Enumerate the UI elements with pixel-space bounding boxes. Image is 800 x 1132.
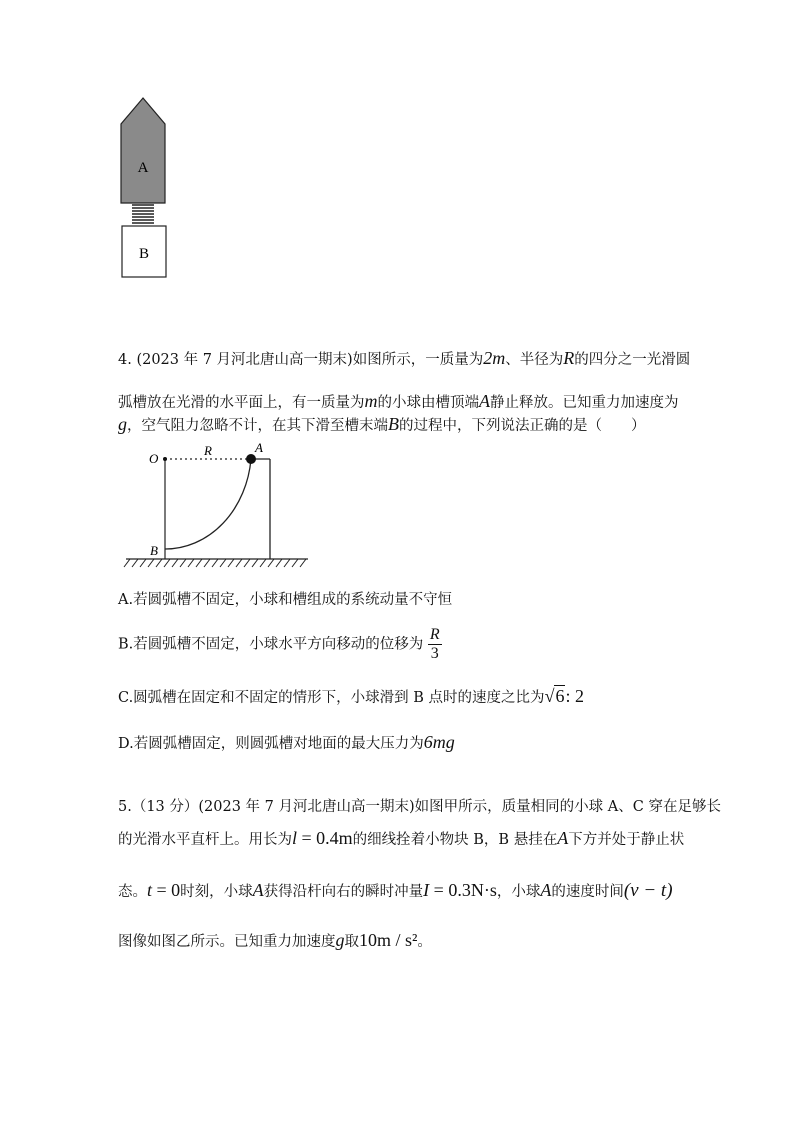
option-b	[118, 626, 442, 663]
option-b-fraction	[428, 626, 442, 663]
figure-rocket-spring-block	[110, 90, 190, 285]
q5-line-1	[118, 797, 721, 817]
q5-g: g	[335, 930, 345, 950]
q5-text: 时刻，小球	[180, 884, 253, 900]
q5-text: 下方并处于静止状	[568, 832, 685, 848]
q5-text: 取	[344, 934, 359, 950]
q4-text: ，空气阻力忽略不计，在其下滑至槽末端	[127, 418, 388, 434]
q4-line-1	[118, 348, 690, 370]
center-point-o	[163, 457, 167, 461]
q5-text: 的速度时间	[551, 884, 624, 900]
q4-point-a: A	[479, 391, 490, 411]
q5-t-eq: = 0	[152, 880, 181, 900]
option-b-text: B.若圆弧槽不固定，小球水平方向移动的位移为	[118, 636, 424, 653]
figure-quarter-arc-groove	[118, 440, 318, 575]
q5-ball-a-2: A	[540, 880, 552, 900]
rocket-label-a: A	[137, 160, 149, 176]
q5-line-4	[118, 930, 432, 952]
ratio-value: : 2	[565, 686, 584, 706]
q4-line-2	[118, 391, 679, 413]
q5-len-var: l	[292, 828, 298, 848]
small-ball	[246, 454, 256, 464]
label-o: O	[149, 451, 159, 466]
q5-text: 图像如图乙所示。已知重力加速度	[118, 934, 336, 950]
q4-mass-m: m	[364, 391, 378, 411]
q4-g: g	[118, 414, 127, 434]
q5-impulse-eq: = 0.3N·s	[429, 880, 497, 900]
q4-text: 的小球由槽顶端	[377, 395, 479, 411]
fraction-numerator: R	[429, 626, 440, 643]
q5-impulse-var: I	[423, 880, 430, 900]
option-a-text: A.若圆弧槽不固定，小球和槽组成的系统动量不守恒	[118, 592, 453, 608]
q4-text: 弧槽放在光滑的水平面上，有一质量为	[118, 395, 365, 411]
q4-text: 、半径为	[505, 352, 564, 368]
block-label-b: B	[138, 246, 150, 262]
option-c	[118, 686, 584, 708]
q4-text: 静止释放。已知重力加速度为	[490, 395, 679, 411]
q5-text: 获得沿杆向右的瞬时冲量	[263, 884, 424, 900]
q5-text: ，小球	[496, 884, 541, 900]
q4-radius-r: R	[563, 348, 575, 368]
q5-line-2	[118, 828, 684, 850]
label-r: R	[204, 443, 212, 458]
q5-text: 态。	[118, 884, 147, 900]
q5-text: 的光滑水平直杆上。用长为	[118, 832, 292, 848]
option-d-text: D.若圆弧槽固定，则圆弧槽对地面的最大压力为	[118, 736, 424, 752]
q4-mass-2m: 2m	[483, 348, 506, 368]
q5-point-a: A	[557, 828, 569, 848]
label-a: A	[255, 440, 263, 455]
q4-text: 的过程中，下列说法正确的是（ ）	[399, 418, 646, 434]
ground-hatching	[124, 559, 306, 567]
q4-line-3	[118, 414, 646, 436]
fraction-denominator: 3	[430, 645, 439, 662]
q5-len-eq: = 0.4m	[297, 828, 353, 848]
q5-g-value: 10m / s²	[359, 930, 418, 950]
label-b: B	[150, 543, 158, 558]
q4-text: 4. (2023 年 7 月河北唐山高一期末)如图所示，一质量为	[118, 352, 484, 368]
q5-text: 的细线拴着小物块 B，B 悬挂在	[352, 832, 558, 848]
max-pressure-6mg: 6mg	[423, 732, 455, 752]
sqrt-radicand: 6	[555, 686, 565, 706]
sqrt-symbol: √	[544, 686, 555, 706]
q5-text: 。	[417, 934, 432, 950]
q5-vt: (v − t)	[623, 880, 673, 901]
q4-point-b: B	[388, 414, 399, 434]
q5-t-var: t	[147, 880, 153, 900]
rocket-body-a	[121, 98, 165, 203]
option-d	[118, 732, 455, 754]
q5-ball-a: A	[252, 880, 264, 900]
option-c-text: C.圆弧槽在固定和不固定的情形下，小球滑到 B 点时的速度之比为	[118, 690, 545, 706]
quarter-arc	[165, 459, 251, 549]
q5-line-3	[118, 880, 673, 902]
option-a	[118, 590, 452, 610]
q5-text: 5.（13 分）(2023 年 7 月河北唐山高一期末)如图甲所示，质量相同的小球 A、C 穿在足够长	[118, 799, 721, 815]
q4-text: 的四分之一光滑圆	[574, 352, 691, 368]
spring	[132, 205, 154, 223]
